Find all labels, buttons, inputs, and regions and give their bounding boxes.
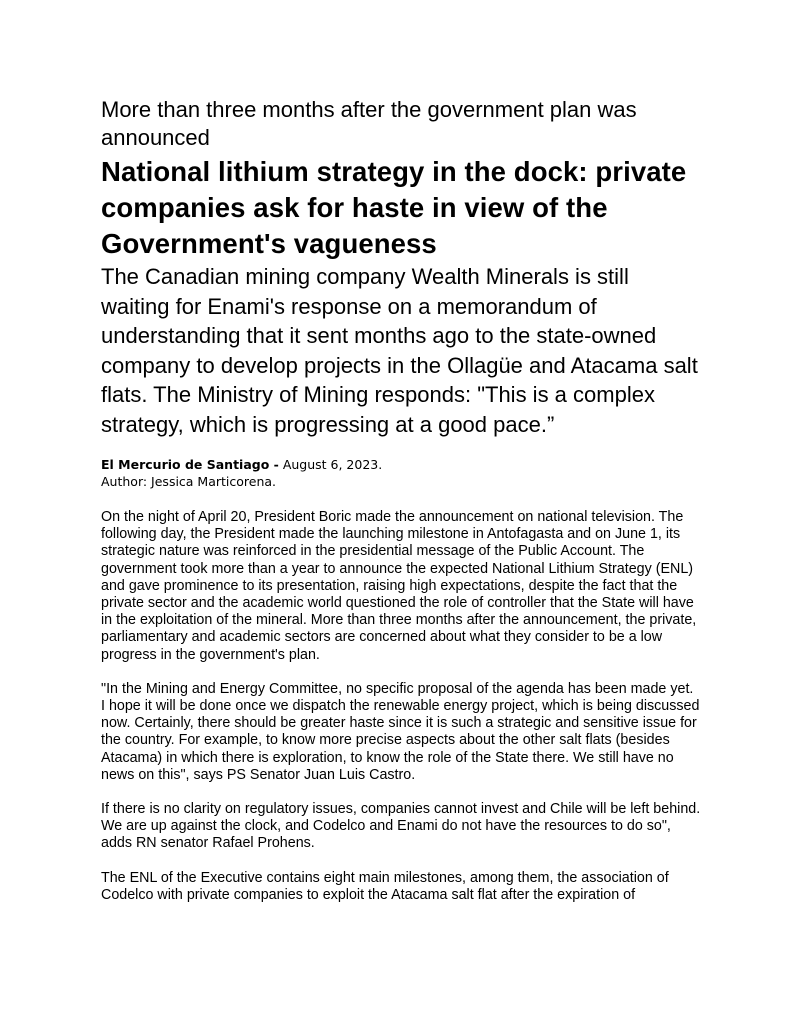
body-paragraph-4: The ENL of the Executive contains eight main milestones, among them, the association of Codelco with private companies to exploit the Atacama salt flat after the expiration of: [101, 869, 669, 903]
byline-date: August 6, 2023.: [278, 457, 383, 472]
article-lede: The Canadian mining company Wealth Minerals is still waiting for Enami's response on a memorandum of understanding that it sent months ago to the state-owned company to develop projects in the Ollagüe and Atacama salt flats. The Ministry of Mining responds: "This is a complex strategy, which is progressing at a good pace.”: [101, 264, 698, 437]
article-headline: National lithium strategy in the dock: private companies ask for haste in view of the Government's vagueness: [101, 156, 687, 259]
article-kicker: More than three months after the government plan was announced: [101, 97, 637, 150]
article: [101, 96, 701, 904]
byline-source: El Mercurio de Santiago -: [101, 457, 279, 472]
body-paragraph-3: If there is no clarity on regulatory issues, companies cannot invest and Chile will be left behind. We are up against the clock, and Codelco and Enami do not have the resources to do so", adds RN senator Rafael Prohens.: [101, 801, 701, 852]
byline-author: Author: Jessica Marticorena.: [101, 474, 277, 489]
byline-source-line: [101, 456, 701, 473]
body-paragraph-2: "In the Mining and Energy Committee, no specific proposal of the agenda has been made yet. I hope it will be done once we dispatch the renewable energy project, which is being discussed now. Certainly, there should be greater haste since it is such a strategic and sensitive issue for the country. For example, to know more precise aspects about the other salt flats (besides Atacama) in which there is exploration, to know the role of the State there. We still have no news on this", says PS Senator Juan Luis Castro.: [101, 680, 700, 783]
byline: [101, 456, 701, 490]
body-paragraph-1: On the night of April 20, President Boric made the announcement on national television. The following day, the President made the launching milestone in Antofagasta and on June 1, its strategic nature was reinforced in the presidential message of the Public Account. The government took more than a year to announce the expected National Lithium Strategy (ENL) and gave prominence to its presentation, raising high expectations, despite the fact that the private sector and the academic world questioned the role of controller that the State will have in the exploitation of the mineral. More than three months after the announcement, the private, parliamentary and academic sectors are concerned about what they consider to be a low progress in the government's plan.: [101, 509, 697, 663]
